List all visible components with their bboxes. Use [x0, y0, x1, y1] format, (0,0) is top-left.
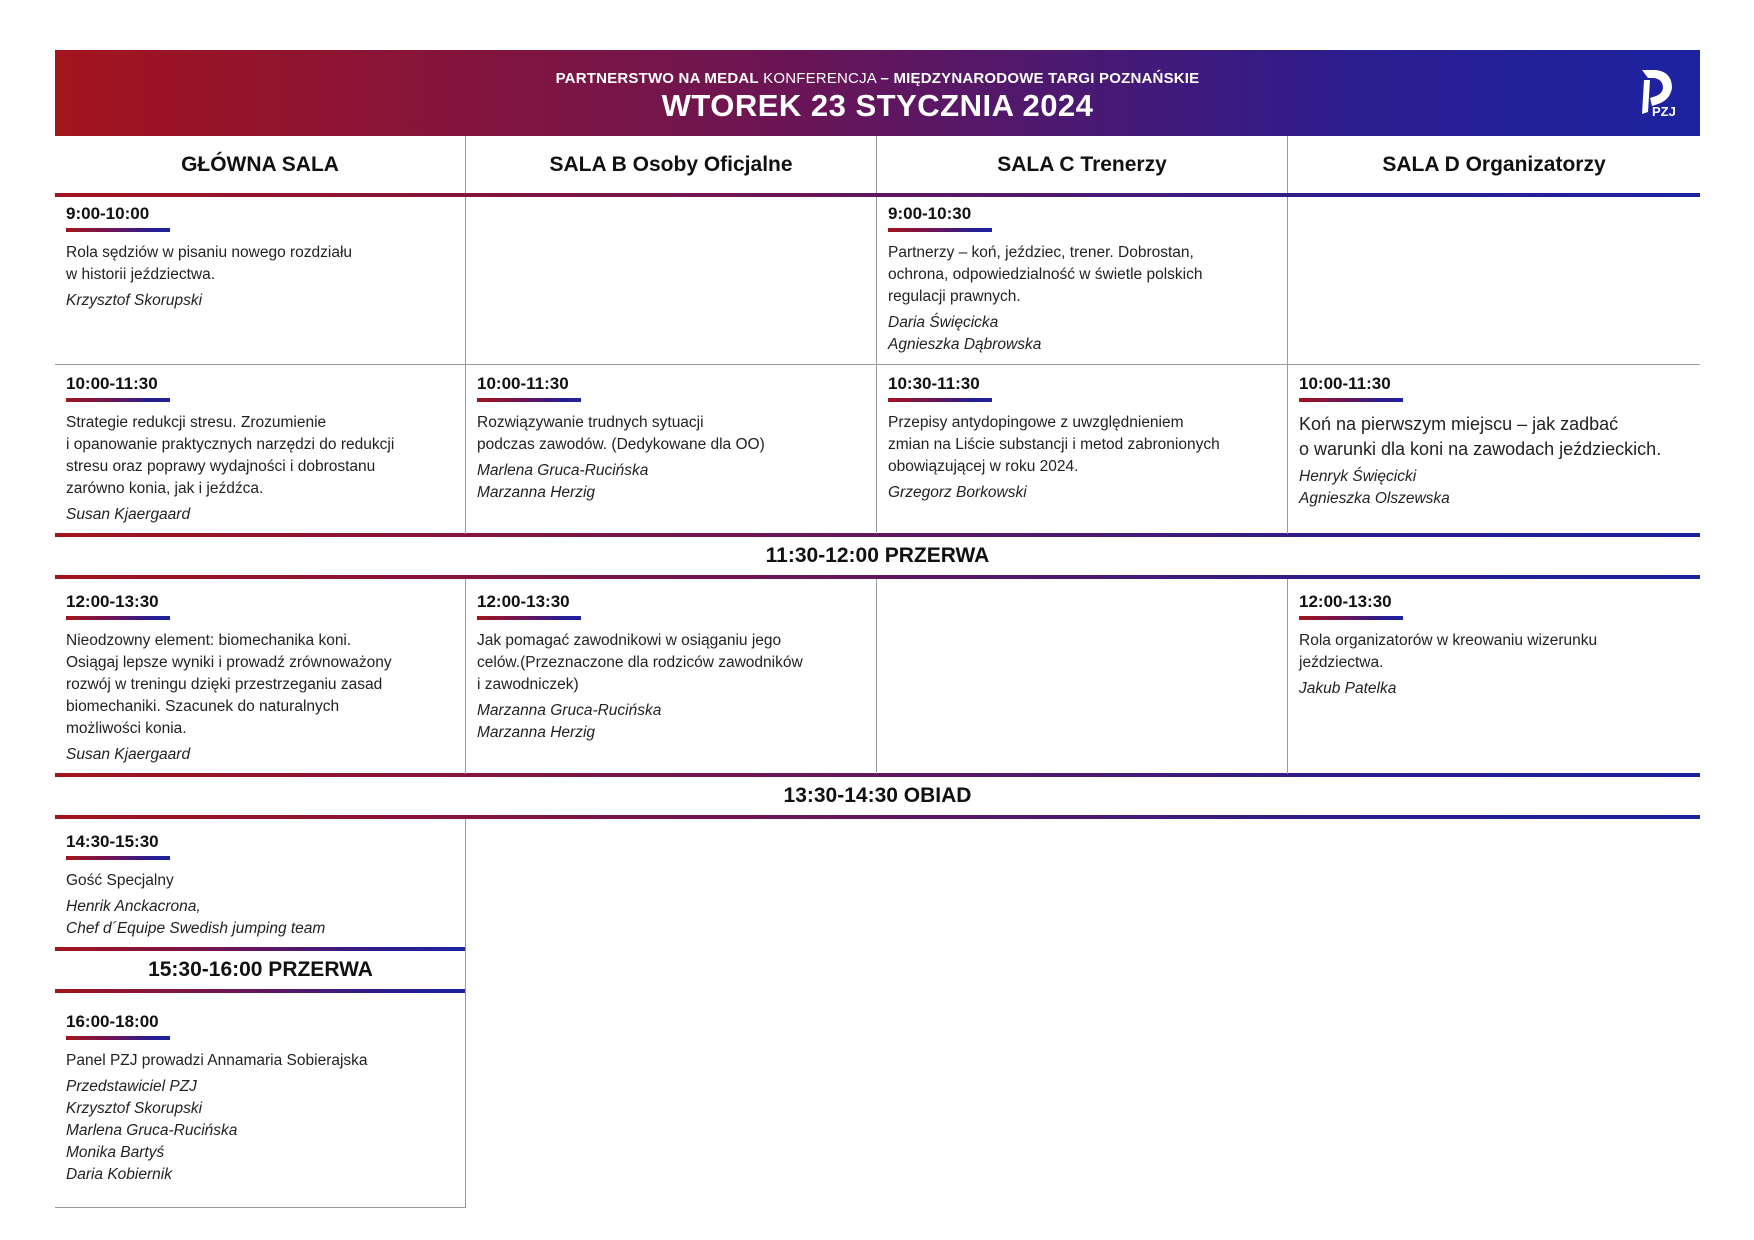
time-underline: [477, 398, 581, 402]
session-title: Przepisy antydopingowe z uwzględnieniem zmian na Liście substancji i metod zabronionych obowiązującej w roku 2024.: [888, 414, 1220, 475]
session-time: 12:00-13:30: [1299, 592, 1392, 611]
session-time: 12:00-13:30: [477, 592, 570, 611]
session-time: 10:00-11:30: [1299, 374, 1391, 393]
time-underline: [66, 398, 170, 402]
time-underline: [66, 856, 170, 860]
divider: [876, 197, 877, 534]
header-banner: [55, 50, 1700, 136]
session-title: Strategie redukcji stresu. Zrozumienie i opanowanie praktycznych narzędzi do redukcji stresu oraz poprawy wydajności i dobrostanu zarówno konia, jak i jeźdźca.: [66, 414, 395, 497]
column-header-sala-d: SALA D Organizatorzy: [1382, 153, 1606, 176]
divider: [465, 579, 466, 774]
session-speakers: Henryk Święcicki Agnieszka Olszewska: [1299, 468, 1450, 507]
session-speakers: Krzysztof Skorupski: [66, 292, 203, 309]
session-speakers: Susan Kjaergaard: [66, 746, 191, 763]
session-time: 16:00-18:00: [66, 1012, 159, 1031]
session-time: 10:00-11:30: [66, 374, 158, 393]
logo-text: PZJ: [1652, 104, 1676, 119]
time-underline: [66, 228, 170, 232]
session-title: Koń na pierwszym miejscu – jak zadbać o warunki dla koni na zawodach jeździeckich.: [1299, 414, 1662, 459]
conference-label: KONFERENCJA: [758, 70, 881, 87]
time-underline: [1299, 398, 1403, 402]
session-title: Rozwiązywanie trudnych sytuacji podczas zawodów. (Dedykowane dla OO): [477, 414, 765, 453]
grid-line: [55, 1207, 466, 1208]
time-underline: [1299, 616, 1403, 620]
session-cell: [66, 204, 456, 312]
rule-above-break3: [55, 947, 466, 951]
rule-below-headers: [55, 193, 1700, 197]
rule-below-lunch: [55, 815, 1700, 819]
session-cell: [66, 832, 456, 940]
session-cell: [888, 374, 1278, 504]
break-label: 11:30-12:00 PRZERWA: [765, 544, 990, 567]
column-header-sala-c: SALA C Trenerzy: [997, 153, 1167, 176]
rule-below-break: [55, 575, 1700, 579]
session-speakers: Jakub Patelka: [1299, 680, 1397, 697]
session-cell: [1299, 374, 1699, 510]
session-speakers: Grzegorz Borkowski: [888, 484, 1027, 501]
time-underline: [477, 616, 581, 620]
session-cell: [66, 592, 456, 766]
session-cell: [477, 374, 867, 504]
divider: [876, 579, 877, 774]
divider: [1287, 136, 1288, 193]
rule-below-break3: [55, 989, 466, 993]
session-speakers: Marlena Gruca-Rucińska Marzanna Herzig: [477, 462, 649, 501]
session-time: 10:30-11:30: [888, 374, 980, 393]
session-title: Panel PZJ prowadzi Annamaria Sobierajska: [66, 1052, 368, 1069]
session-speakers: Susan Kjaergaard: [66, 506, 191, 523]
column-header-sala-b: SALA B Osoby Oficjalne: [549, 153, 793, 176]
session-title: Rola sędziów w pisaniu nowego rozdziału w historii jeździectwa.: [66, 244, 353, 283]
session-time: 10:00-11:30: [477, 374, 569, 393]
session-title: Partnerzy – koń, jeździec, trener. Dobrostan, ochrona, odpowiedzialność w świetle polskich regulacji prawnych.: [888, 244, 1203, 305]
rule-above-lunch: [55, 773, 1700, 777]
session-title: Rola organizatorów w kreowaniu wizerunku jeździectwa.: [1299, 632, 1598, 671]
session-speakers: Henrik Anckacrona, Chef d´Equipe Swedish jumping team: [66, 898, 326, 937]
divider: [465, 136, 466, 193]
column-header-glowna: GŁÓWNA SALA: [181, 153, 339, 176]
divider: [1287, 197, 1288, 534]
session-time: 9:00-10:00: [66, 204, 150, 223]
conference-name: PARTNERSTWO NA MEDAL: [555, 70, 759, 87]
page-title: WTOREK 23 STYCZNIA 2024: [661, 88, 1094, 123]
session-cell: [477, 592, 867, 744]
session-title: Gość Specjalny: [66, 872, 174, 889]
conference-venue: – MIĘDZYNARODOWE TARGI POZNAŃSKIE: [880, 70, 1200, 87]
divider: [465, 819, 466, 1208]
divider: [1287, 579, 1288, 774]
session-speakers: Daria Święcicka Agnieszka Dąbrowska: [888, 314, 1042, 353]
session-cell: [66, 1012, 456, 1186]
session-time: 9:00-10:30: [888, 204, 972, 223]
session-cell: [888, 204, 1278, 356]
divider: [876, 136, 877, 193]
session-time: 12:00-13:30: [66, 592, 159, 611]
session-speakers: Przedstawiciel PZJ Krzysztof Skorupski Marlena Gruca-Rucińska Monika Bartyś Daria Kobiernik: [66, 1078, 238, 1183]
pzj-logo: [1636, 62, 1682, 122]
grid-line: [55, 364, 1700, 365]
rule-above-break: [55, 533, 1700, 537]
time-underline: [888, 228, 992, 232]
break-label: 15:30-16:00 PRZERWA: [148, 958, 373, 981]
session-time: 14:30-15:30: [66, 832, 159, 851]
session-title: Jak pomagać zawodnikowi w osiąganiu jego celów.(Przeznaczone dla rodziców zawodników i zawodniczek): [477, 632, 803, 693]
divider: [465, 197, 466, 534]
time-underline: [888, 398, 992, 402]
conference-line: [55, 70, 1700, 87]
time-underline: [66, 1036, 170, 1040]
time-underline: [66, 616, 170, 620]
session-title: Nieodzowny element: biomechanika koni. Osiągaj lepsze wyniki i prowadź zrównoważony rozwój w treningu dzięki przestrzeganiu zasad biomechaniki. Szacunek do naturalnych możliwości konia.: [66, 632, 392, 737]
lunch-label: 13:30-14:30 OBIAD: [783, 784, 972, 807]
session-speakers: Marzanna Gruca-Rucińska Marzanna Herzig: [477, 702, 662, 741]
session-cell: [1299, 592, 1689, 700]
session-cell: [66, 374, 456, 526]
